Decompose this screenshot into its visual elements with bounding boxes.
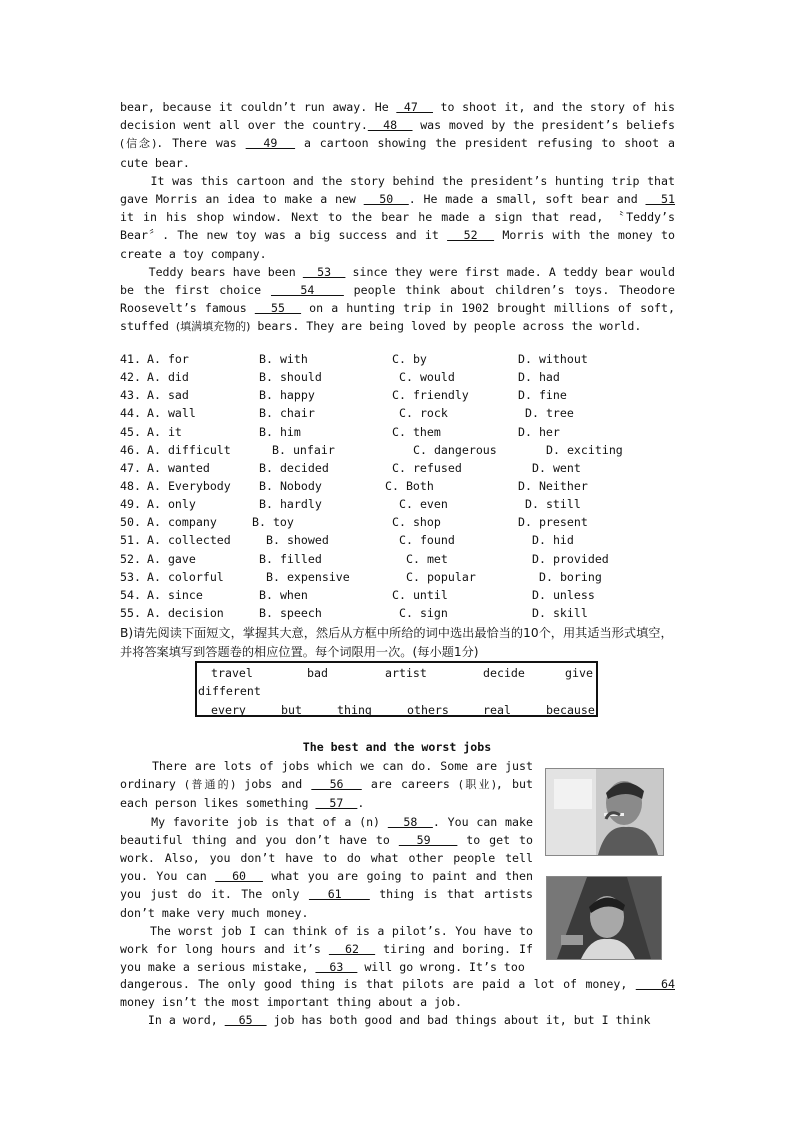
option-d: D. went: [532, 460, 581, 475]
question-number: 50.: [120, 515, 141, 530]
text-run: dangerous. The only good thing is that pilots are paid a lot of money,: [120, 977, 636, 991]
question-number: 55.: [120, 605, 141, 620]
word-option: artist: [385, 666, 427, 680]
option-a: A. difficult: [147, 442, 231, 457]
answer-blank: 56: [311, 777, 362, 792]
text-line: [120, 794, 533, 812]
option-b: B. happy: [259, 388, 315, 403]
text-run: you. You can: [120, 869, 216, 884]
photo-pilot-cockpit-icon: [547, 877, 661, 959]
option-d: D. skill: [532, 605, 588, 620]
text-line: [120, 813, 533, 831]
word-option: give: [565, 666, 593, 680]
answer-blank: 50: [363, 192, 409, 207]
text-run: don’t make very much money.: [120, 905, 309, 920]
text-run: . There was: [156, 136, 246, 151]
text-run: There are lots of jobs which we can do. Some are just: [120, 759, 533, 773]
text-line: [120, 867, 533, 885]
option-d: D. had: [518, 370, 560, 385]
word-option: bad: [307, 666, 328, 680]
text-run: on a hunting trip in 1902 brought millions of soft,: [301, 301, 675, 316]
text-line: [120, 134, 675, 153]
text-run: a cartoon showing the president refusing to shoot a: [295, 136, 675, 151]
option-b: B. with: [259, 352, 308, 366]
text-run: stuffed: [120, 319, 176, 334]
option-a: A. sad: [147, 388, 189, 403]
text-run: ordinary: [120, 777, 185, 792]
text-line: [120, 757, 533, 775]
text-run: job has both good and bad things about it, but I think: [266, 1013, 651, 1028]
text-line: [120, 993, 675, 1011]
option-b: B. unfair: [272, 442, 335, 457]
question-number: 47.: [120, 460, 141, 475]
artist-photo: [545, 768, 664, 856]
text-run: create a toy company.: [120, 246, 267, 261]
option-d: D. her: [518, 424, 560, 439]
text-run: , but: [495, 777, 533, 792]
chinese-gloss: (填满填充物的): [175, 320, 251, 334]
question-number: 53.: [120, 569, 141, 584]
word-option: but: [281, 703, 302, 717]
option-b: B. speech: [259, 605, 322, 620]
text-run: you just do it. The only: [120, 887, 309, 902]
answer-blank: 47: [396, 100, 433, 114]
option-b: B. should: [259, 370, 322, 385]
text-run: Bear〞. The new toy was a big success and it: [120, 228, 448, 243]
text-run: In a word,: [120, 1013, 225, 1028]
text-line: [120, 849, 533, 867]
text-run: what you are going to paint and then: [262, 869, 533, 884]
answer-blank: 49: [245, 136, 296, 151]
option-d: D. still: [525, 497, 581, 512]
answer-blank: 62: [328, 942, 376, 957]
text-line: [120, 190, 675, 208]
option-a: A. it: [147, 424, 182, 439]
text-line: [120, 208, 675, 226]
text-run: to get to: [457, 832, 533, 847]
option-a: A. gave: [147, 551, 196, 566]
option-c: C. dangerous: [413, 442, 497, 457]
option-a: A. since: [147, 587, 203, 602]
option-c: C. until: [392, 587, 448, 602]
passage-b-body: [120, 757, 533, 976]
option-a: A. decision: [147, 605, 224, 620]
text-run: to shoot it, and the story of his: [432, 100, 675, 114]
text-run: money isn’t the most important thing about a job.: [120, 995, 463, 1010]
passage-b-title: The best and the worst jobs: [302, 740, 492, 754]
answer-blank: 59: [398, 832, 458, 847]
option-c: C. shop: [392, 515, 441, 530]
text-run: Roosevelt’s famous: [120, 301, 255, 316]
text-line: [120, 281, 675, 299]
option-c: C. rock: [399, 406, 448, 421]
question-number: 44.: [120, 406, 141, 421]
question-number: 41.: [120, 352, 141, 366]
answer-blank: 63: [315, 960, 358, 975]
text-run: . You can make: [432, 814, 533, 829]
text-run: My favorite job is that of a (n): [120, 814, 388, 829]
option-a: A. for: [147, 352, 189, 366]
text-line: [120, 226, 675, 244]
word-option: because: [546, 703, 595, 717]
chinese-gloss: (信念): [120, 137, 157, 151]
option-d: D. tree: [525, 406, 574, 421]
question-number: 46.: [120, 442, 141, 457]
answer-blank: 61: [308, 887, 370, 902]
option-b: B. expensive: [266, 569, 350, 584]
option-d: D. without: [518, 352, 588, 366]
text-run: decision went all over the country.: [120, 118, 368, 133]
option-a: A. colorful: [147, 569, 224, 584]
answer-blank: 53: [302, 264, 346, 279]
text-line: [120, 958, 533, 976]
answer-blank: 57: [315, 796, 358, 811]
photo-man-smoking-icon: [546, 769, 663, 855]
word-option: different: [198, 684, 261, 698]
text-run: Teddy bears have been: [120, 264, 303, 279]
text-run: . He made a small, soft bear and: [408, 192, 646, 207]
question-number: 45.: [120, 424, 141, 439]
option-c: C. Both: [385, 478, 434, 493]
option-a: A. Everybody: [147, 478, 231, 493]
text-run: are careers: [361, 777, 459, 792]
text-run: The worst job I can think of is a pilot’s. You have to: [120, 923, 533, 938]
answer-blank: 64: [635, 977, 675, 991]
text-line: [120, 299, 675, 317]
question-number: 51.: [120, 533, 141, 548]
text-line: [120, 940, 533, 958]
text-line: [120, 317, 675, 336]
text-run: since they were first made. A teddy bear would: [345, 264, 675, 279]
answer-blank: 65: [224, 1013, 267, 1028]
text-run: thing is that artists: [369, 887, 533, 902]
answer-blank: 55: [254, 301, 302, 316]
answer-blank: 58: [387, 814, 433, 829]
word-option: travel: [211, 666, 253, 680]
option-a: A. wall: [147, 406, 196, 421]
option-a: A. only: [147, 497, 196, 512]
text-run: work. Also, you don’t have to do what other people tell: [120, 851, 533, 866]
option-c: C. friendly: [392, 388, 469, 403]
answer-blank: 48: [367, 118, 413, 133]
text-run: gave Morris an idea to make a new: [120, 192, 364, 207]
option-b: B. toy: [252, 515, 294, 530]
option-d: D. present: [518, 515, 588, 530]
text-run: It was this cartoon and the story behind the president’s hunting trip that: [120, 173, 675, 188]
option-c: C. refused: [392, 460, 462, 475]
option-d: D. hid: [532, 533, 574, 548]
question-number: 49.: [120, 497, 141, 512]
word-option: decide: [483, 666, 525, 680]
option-d: D. unless: [532, 587, 595, 602]
question-number: 43.: [120, 388, 141, 403]
text-run: was moved by the president’s beliefs: [412, 118, 675, 133]
text-line: [120, 116, 675, 134]
text-run: Morris with the money to: [494, 228, 675, 243]
question-number: 54.: [120, 587, 141, 602]
word-option: thing: [337, 703, 372, 717]
text-run: .: [357, 796, 365, 811]
question-number: 52.: [120, 551, 141, 566]
text-run: cute bear.: [120, 155, 190, 170]
word-option: every: [211, 703, 246, 717]
option-b: B. when: [259, 587, 308, 602]
text-line: [120, 975, 675, 993]
text-line: [120, 831, 533, 849]
option-b: B. Nobody: [259, 478, 322, 493]
option-d: D. provided: [532, 551, 609, 566]
text-run: bear, because it couldn’t run away. He: [120, 100, 397, 114]
option-d: D. exciting: [546, 442, 623, 457]
text-line: [120, 904, 533, 922]
option-d: D. boring: [539, 569, 602, 584]
text-run: each person likes something: [120, 796, 316, 811]
option-d: D. Neither: [518, 478, 588, 493]
word-box: [195, 661, 598, 717]
text-line: [120, 172, 675, 190]
option-c: C. even: [399, 497, 448, 512]
text-run: it in his shop window. Next to the bear he made a sign that read, 〝Teddy’s: [120, 210, 675, 225]
text-run: tiring and boring. If: [375, 942, 533, 957]
question-number: 42.: [120, 370, 141, 385]
option-b: B. hardly: [259, 497, 322, 512]
chinese-gloss: (普通的): [184, 778, 236, 792]
text-run: you make a serious mistake,: [120, 960, 316, 975]
answer-blank: 52: [447, 228, 495, 243]
option-a: A. company: [147, 515, 217, 530]
answer-blank: 54: [270, 283, 344, 298]
option-c: C. by: [392, 352, 427, 366]
option-c: C. would: [399, 370, 455, 385]
option-a: A. wanted: [147, 460, 210, 475]
text-line: [120, 775, 533, 794]
option-b: B. showed: [266, 533, 329, 548]
answer-blank: 51: [645, 192, 676, 207]
text-line: [120, 1011, 675, 1029]
passage-b-body-continued: [120, 975, 675, 1030]
text-line: [120, 922, 533, 940]
pilot-photo: [546, 876, 662, 960]
text-run: jobs and: [235, 777, 312, 792]
option-b: B. chair: [259, 406, 315, 421]
text-run: will go wrong. It’s too: [357, 960, 525, 975]
option-c: C. sign: [399, 605, 448, 620]
answer-blank: 60: [215, 869, 263, 884]
section-b-instructions: B)请先阅读下面短文，掌握其大意，然后从方框中所给的词中选出最恰当的10个，用其适当形式填空，并将答案填写到答题卷的相应位置。每个词限用一次。(每小题1分): [120, 626, 673, 659]
option-d: D. fine: [518, 388, 567, 403]
option-c: C. popular: [406, 569, 476, 584]
option-b: B. decided: [259, 460, 329, 475]
word-option: real: [483, 703, 511, 717]
text-line: [120, 263, 675, 281]
text-line: [120, 154, 675, 172]
text-line: [120, 98, 675, 116]
option-b: B. filled: [259, 551, 322, 566]
text-run: beautiful thing and you don’t have to: [120, 832, 399, 847]
question-number: 48.: [120, 478, 141, 493]
text-run: work for long hours and it’s: [120, 942, 329, 957]
option-a: A. did: [147, 370, 189, 385]
option-a: A. collected: [147, 533, 231, 548]
chinese-gloss: (职业): [458, 778, 496, 792]
option-c: C. met: [406, 551, 448, 566]
text-run: bears. They are being loved by people across the world.: [250, 319, 642, 334]
option-c: C. found: [399, 533, 455, 548]
option-b: B. him: [259, 424, 301, 439]
text-line: [120, 885, 533, 903]
text-run: people think about children’s toys. Theodore: [343, 283, 675, 298]
option-c: C. them: [392, 424, 441, 439]
word-option: others: [407, 703, 449, 717]
text-line: [120, 245, 675, 263]
text-run: be the first choice: [120, 283, 271, 298]
passage-a: [120, 98, 675, 337]
